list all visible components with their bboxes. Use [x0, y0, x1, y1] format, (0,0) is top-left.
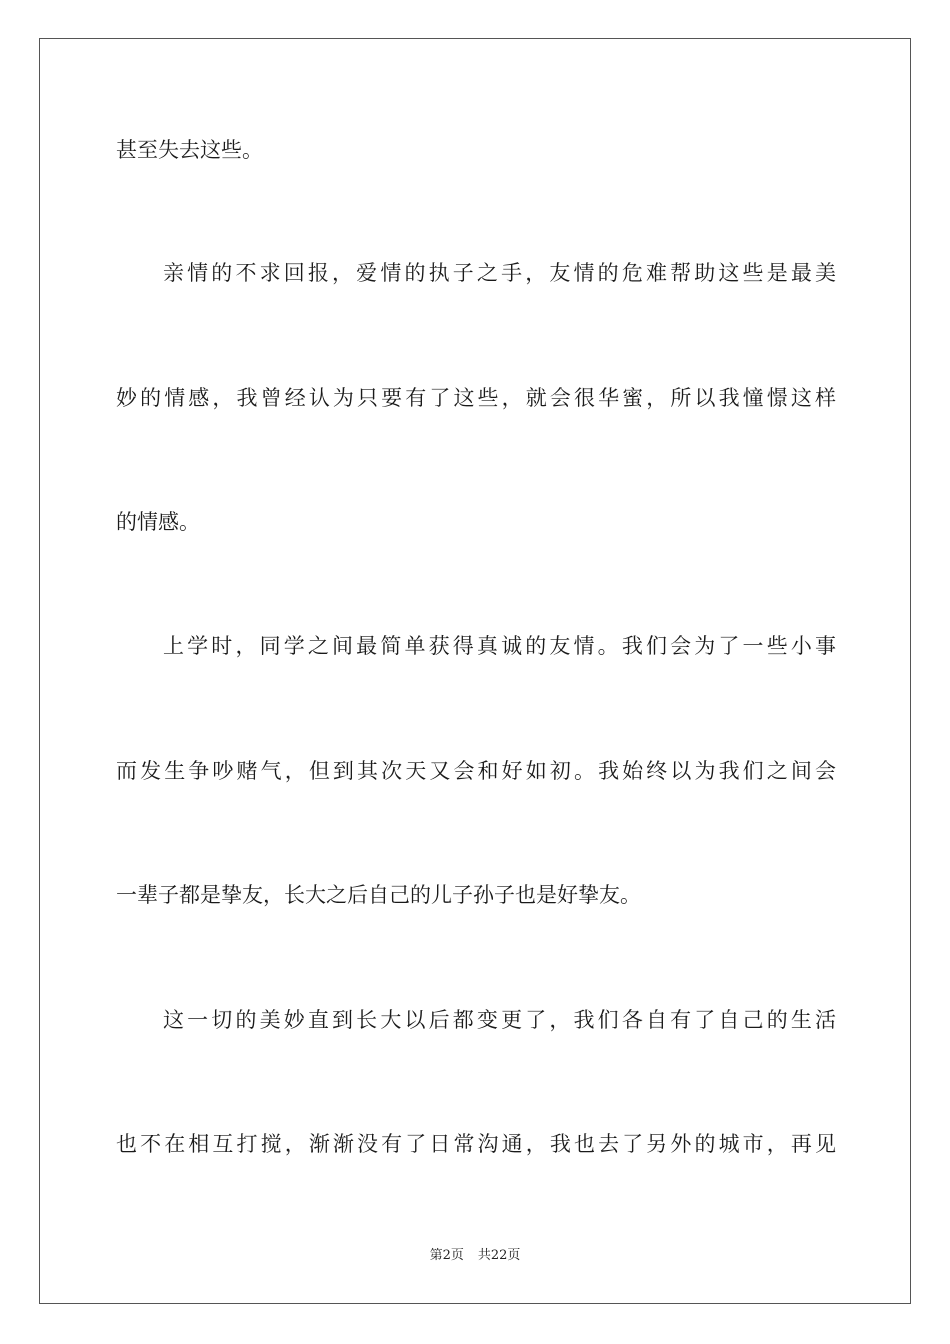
text-line: 的情感。 [116, 510, 200, 534]
paragraph-first-line: 这一切的美妙直到长大以后都变更了，我们各自有了自己的生活 [163, 1008, 836, 1032]
page-total: 共22页 [477, 1248, 521, 1263]
page-number: 第2页 [429, 1248, 464, 1263]
paragraph-first-line: 亲情的不求回报，爱情的执子之手，友情的危难帮助这些是最美 [163, 261, 836, 285]
text-line: 妙的情感，我曾经认为只要有了这些，就会很华蜜，所以我憧憬这样 [116, 386, 836, 410]
text-line: 而发生争吵赌气，但到其次天又会和好如初。我始终以为我们之间会 [116, 759, 836, 783]
text-line: 也不在相互打搅，渐渐没有了日常沟通，我也去了另外的城市，再见 [116, 1132, 836, 1156]
text-line: 一辈子都是挚友，长大之后自己的儿子孙子也是好挚友。 [116, 883, 641, 907]
page-footer [0, 1247, 950, 1265]
page-frame [39, 38, 911, 1304]
text-line: 甚至失去这些。 [116, 138, 263, 162]
paragraph-first-line: 上学时，同学之间最简单获得真诚的友情。我们会为了一些小事 [163, 634, 836, 658]
